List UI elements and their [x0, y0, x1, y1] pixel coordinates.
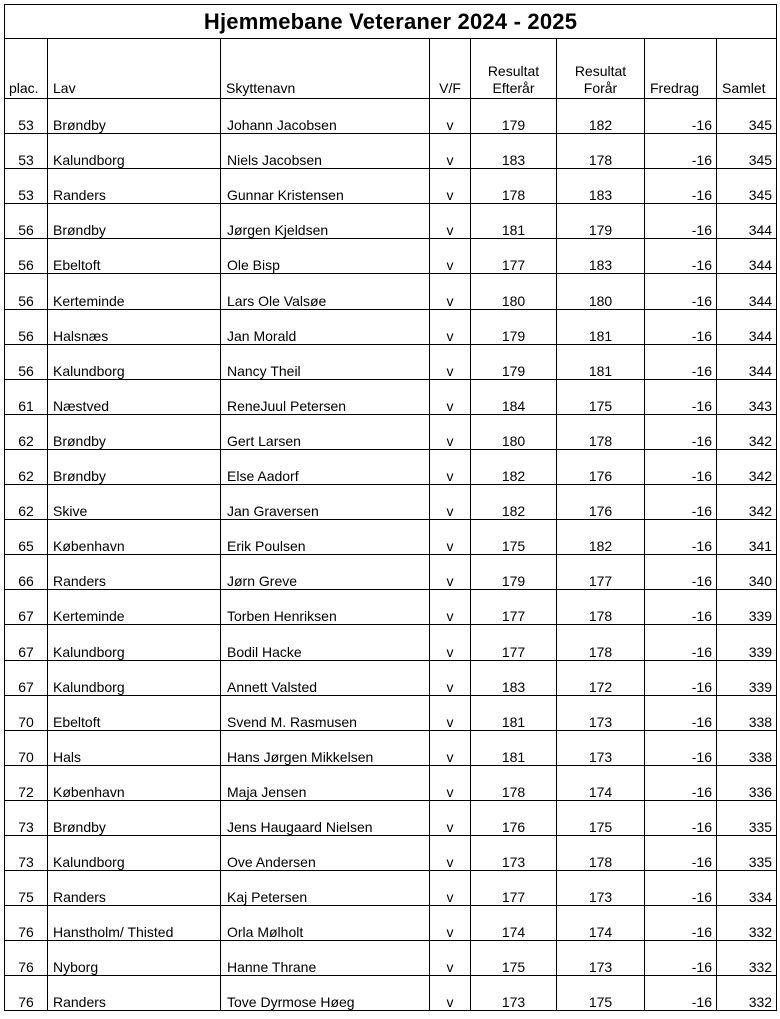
table-row	[5, 906, 777, 941]
cell-lav: Randers	[48, 871, 221, 906]
header-resultat-foraar-line2: Forår	[583, 80, 618, 96]
cell-skyttenavn: Hanne Thrane	[221, 941, 430, 976]
cell-samlet: 339	[717, 625, 777, 660]
cell-resultat-efteraar: 184	[471, 379, 557, 414]
cell-plac: 73	[5, 835, 48, 870]
table-row	[5, 309, 777, 344]
cell-skyttenavn: Erik Poulsen	[221, 520, 430, 555]
table-row	[5, 941, 777, 976]
cell-lav: Brøndby	[48, 449, 221, 484]
cell-resultat-foraar: 176	[557, 485, 645, 520]
cell-samlet: 345	[717, 134, 777, 169]
cell-samlet: 339	[717, 590, 777, 625]
cell-plac: 56	[5, 274, 48, 309]
cell-lav: København	[48, 520, 221, 555]
cell-samlet: 344	[717, 274, 777, 309]
cell-plac: 56	[5, 344, 48, 379]
cell-resultat-foraar: 181	[557, 344, 645, 379]
cell-vf: v	[430, 695, 471, 730]
cell-samlet: 338	[717, 695, 777, 730]
cell-lav: Randers	[48, 976, 221, 1011]
cell-plac: 56	[5, 309, 48, 344]
header-resultat-efteraar-line1: Resultat	[487, 63, 540, 79]
cell-fredrag: -16	[645, 520, 717, 555]
header-resultat-efteraar	[471, 39, 557, 99]
cell-lav: Kalundborg	[48, 134, 221, 169]
cell-vf: v	[430, 379, 471, 414]
cell-fredrag: -16	[645, 800, 717, 835]
header-skyttenavn: Skyttenavn	[221, 39, 430, 99]
cell-resultat-efteraar: 175	[471, 520, 557, 555]
cell-vf: v	[430, 520, 471, 555]
cell-vf: v	[430, 835, 471, 870]
cell-plac: 62	[5, 485, 48, 520]
cell-skyttenavn: Hans Jørgen Mikkelsen	[221, 730, 430, 765]
cell-resultat-efteraar: 177	[471, 871, 557, 906]
cell-lav: Kalundborg	[48, 660, 221, 695]
table-row	[5, 660, 777, 695]
cell-resultat-foraar: 182	[557, 520, 645, 555]
cell-fredrag: -16	[645, 379, 717, 414]
cell-fredrag: -16	[645, 449, 717, 484]
table-row	[5, 695, 777, 730]
cell-fredrag: -16	[645, 169, 717, 204]
cell-vf: v	[430, 730, 471, 765]
cell-vf: v	[430, 99, 471, 134]
cell-resultat-efteraar: 178	[471, 765, 557, 800]
cell-plac: 56	[5, 239, 48, 274]
cell-skyttenavn: Jens Haugaard Nielsen	[221, 800, 430, 835]
cell-vf: v	[430, 976, 471, 1011]
header-resultat-foraar-line1: Resultat	[574, 63, 627, 79]
cell-vf: v	[430, 555, 471, 590]
cell-skyttenavn: Niels Jacobsen	[221, 134, 430, 169]
cell-resultat-efteraar: 176	[471, 800, 557, 835]
cell-skyttenavn: Jan Morald	[221, 309, 430, 344]
cell-plac: 73	[5, 800, 48, 835]
cell-plac: 53	[5, 169, 48, 204]
cell-plac: 70	[5, 695, 48, 730]
cell-fredrag: -16	[645, 134, 717, 169]
cell-plac: 66	[5, 555, 48, 590]
cell-skyttenavn: Nancy Theil	[221, 344, 430, 379]
table-row	[5, 835, 777, 870]
cell-resultat-efteraar: 179	[471, 344, 557, 379]
results-sheet	[4, 4, 776, 1011]
cell-plac: 53	[5, 134, 48, 169]
cell-samlet: 332	[717, 906, 777, 941]
cell-resultat-foraar: 178	[557, 414, 645, 449]
table-row	[5, 871, 777, 906]
cell-samlet: 345	[717, 169, 777, 204]
header-vf: V/F	[430, 39, 471, 99]
cell-resultat-foraar: 176	[557, 449, 645, 484]
cell-lav: Kerteminde	[48, 274, 221, 309]
cell-resultat-efteraar: 173	[471, 835, 557, 870]
cell-lav: Kerteminde	[48, 590, 221, 625]
cell-resultat-foraar: 178	[557, 835, 645, 870]
cell-samlet: 336	[717, 765, 777, 800]
cell-vf: v	[430, 134, 471, 169]
cell-skyttenavn: Kaj Petersen	[221, 871, 430, 906]
cell-fredrag: -16	[645, 625, 717, 660]
cell-skyttenavn: Ove Andersen	[221, 835, 430, 870]
table-row	[5, 344, 777, 379]
cell-resultat-foraar: 183	[557, 169, 645, 204]
cell-plac: 67	[5, 590, 48, 625]
cell-resultat-foraar: 175	[557, 800, 645, 835]
cell-resultat-foraar: 180	[557, 274, 645, 309]
cell-samlet: 344	[717, 239, 777, 274]
cell-resultat-efteraar: 174	[471, 906, 557, 941]
cell-samlet: 345	[717, 99, 777, 134]
cell-resultat-efteraar: 181	[471, 730, 557, 765]
cell-lav: Hanstholm/ Thisted	[48, 906, 221, 941]
cell-vf: v	[430, 414, 471, 449]
cell-samlet: 342	[717, 449, 777, 484]
cell-resultat-efteraar: 175	[471, 941, 557, 976]
cell-skyttenavn: Jørn Greve	[221, 555, 430, 590]
cell-vf: v	[430, 274, 471, 309]
cell-fredrag: -16	[645, 204, 717, 239]
cell-fredrag: -16	[645, 835, 717, 870]
table-row	[5, 239, 777, 274]
cell-skyttenavn: Else Aadorf	[221, 449, 430, 484]
cell-samlet: 332	[717, 941, 777, 976]
cell-resultat-foraar: 173	[557, 695, 645, 730]
table-body	[5, 99, 777, 1011]
table-row	[5, 379, 777, 414]
cell-resultat-efteraar: 179	[471, 99, 557, 134]
cell-samlet: 342	[717, 485, 777, 520]
table-row	[5, 274, 777, 309]
table-row	[5, 134, 777, 169]
table-row	[5, 730, 777, 765]
cell-fredrag: -16	[645, 274, 717, 309]
cell-lav: Nyborg	[48, 941, 221, 976]
header-row	[5, 39, 777, 99]
cell-skyttenavn: Tove Dyrmose Høeg	[221, 976, 430, 1011]
table-row	[5, 976, 777, 1011]
cell-vf: v	[430, 906, 471, 941]
table-row	[5, 800, 777, 835]
cell-lav: Randers	[48, 169, 221, 204]
cell-lav: Brøndby	[48, 800, 221, 835]
table-row	[5, 625, 777, 660]
cell-fredrag: -16	[645, 239, 717, 274]
cell-skyttenavn: Orla Mølholt	[221, 906, 430, 941]
cell-fredrag: -16	[645, 555, 717, 590]
cell-fredrag: -16	[645, 941, 717, 976]
cell-resultat-foraar: 173	[557, 730, 645, 765]
cell-resultat-foraar: 183	[557, 239, 645, 274]
cell-vf: v	[430, 871, 471, 906]
cell-plac: 56	[5, 204, 48, 239]
cell-skyttenavn: Svend M. Rasmusen	[221, 695, 430, 730]
table-row	[5, 169, 777, 204]
cell-fredrag: -16	[645, 344, 717, 379]
cell-plac: 53	[5, 99, 48, 134]
cell-fredrag: -16	[645, 730, 717, 765]
cell-lav: Kalundborg	[48, 344, 221, 379]
cell-skyttenavn: Lars Ole Valsøe	[221, 274, 430, 309]
cell-skyttenavn: Bodil Hacke	[221, 625, 430, 660]
cell-plac: 61	[5, 379, 48, 414]
cell-vf: v	[430, 660, 471, 695]
cell-vf: v	[430, 625, 471, 660]
cell-resultat-efteraar: 181	[471, 695, 557, 730]
cell-resultat-foraar: 178	[557, 625, 645, 660]
table-row	[5, 449, 777, 484]
cell-resultat-foraar: 174	[557, 906, 645, 941]
cell-lav: Brøndby	[48, 99, 221, 134]
header-samlet: Samlet	[717, 39, 777, 99]
cell-lav: Halsnæs	[48, 309, 221, 344]
cell-plac: 65	[5, 520, 48, 555]
cell-samlet: 343	[717, 379, 777, 414]
cell-resultat-efteraar: 183	[471, 134, 557, 169]
cell-skyttenavn: Annett Valsted	[221, 660, 430, 695]
cell-vf: v	[430, 239, 471, 274]
cell-resultat-efteraar: 180	[471, 414, 557, 449]
cell-lav: Hals	[48, 730, 221, 765]
cell-resultat-foraar: 172	[557, 660, 645, 695]
cell-lav: Brøndby	[48, 414, 221, 449]
cell-plac: 76	[5, 906, 48, 941]
cell-vf: v	[430, 449, 471, 484]
cell-plac: 72	[5, 765, 48, 800]
cell-fredrag: -16	[645, 765, 717, 800]
cell-resultat-foraar: 173	[557, 871, 645, 906]
cell-lav: Ebeltoft	[48, 695, 221, 730]
cell-resultat-foraar: 178	[557, 134, 645, 169]
cell-resultat-efteraar: 182	[471, 485, 557, 520]
table-row	[5, 485, 777, 520]
cell-samlet: 335	[717, 800, 777, 835]
cell-plac: 70	[5, 730, 48, 765]
cell-fredrag: -16	[645, 309, 717, 344]
cell-samlet: 344	[717, 344, 777, 379]
cell-samlet: 344	[717, 204, 777, 239]
cell-lav: Randers	[48, 555, 221, 590]
cell-lav: Kalundborg	[48, 625, 221, 660]
cell-skyttenavn: Johann Jacobsen	[221, 99, 430, 134]
cell-plac: 76	[5, 941, 48, 976]
cell-samlet: 341	[717, 520, 777, 555]
cell-fredrag: -16	[645, 871, 717, 906]
cell-fredrag: -16	[645, 695, 717, 730]
cell-skyttenavn: Torben Henriksen	[221, 590, 430, 625]
header-plac: plac.	[5, 39, 48, 99]
cell-vf: v	[430, 800, 471, 835]
cell-vf: v	[430, 169, 471, 204]
header-lav: Lav	[48, 39, 221, 99]
table-row	[5, 414, 777, 449]
cell-fredrag: -16	[645, 906, 717, 941]
cell-lav: Ebeltoft	[48, 239, 221, 274]
cell-resultat-efteraar: 183	[471, 660, 557, 695]
cell-resultat-foraar: 179	[557, 204, 645, 239]
cell-lav: Næstved	[48, 379, 221, 414]
cell-resultat-foraar: 173	[557, 941, 645, 976]
cell-skyttenavn: Gert Larsen	[221, 414, 430, 449]
cell-skyttenavn: Jan Graversen	[221, 485, 430, 520]
cell-resultat-efteraar: 177	[471, 590, 557, 625]
cell-fredrag: -16	[645, 590, 717, 625]
table-row	[5, 765, 777, 800]
cell-vf: v	[430, 485, 471, 520]
cell-resultat-foraar: 178	[557, 590, 645, 625]
cell-skyttenavn: Maja Jensen	[221, 765, 430, 800]
cell-skyttenavn: ReneJuul Petersen	[221, 379, 430, 414]
cell-samlet: 340	[717, 555, 777, 590]
cell-samlet: 342	[717, 414, 777, 449]
cell-resultat-foraar: 182	[557, 99, 645, 134]
cell-vf: v	[430, 204, 471, 239]
cell-plac: 67	[5, 660, 48, 695]
cell-resultat-foraar: 175	[557, 379, 645, 414]
cell-resultat-efteraar: 179	[471, 555, 557, 590]
cell-samlet: 334	[717, 871, 777, 906]
cell-samlet: 339	[717, 660, 777, 695]
table-row	[5, 99, 777, 134]
cell-fredrag: -16	[645, 976, 717, 1011]
cell-plac: 67	[5, 625, 48, 660]
table-row	[5, 590, 777, 625]
cell-skyttenavn: Ole Bisp	[221, 239, 430, 274]
cell-skyttenavn: Gunnar Kristensen	[221, 169, 430, 204]
table-row	[5, 204, 777, 239]
cell-vf: v	[430, 765, 471, 800]
cell-resultat-foraar: 177	[557, 555, 645, 590]
cell-plac: 75	[5, 871, 48, 906]
header-resultat-foraar	[557, 39, 645, 99]
header-fredrag: Fredrag	[645, 39, 717, 99]
cell-lav: København	[48, 765, 221, 800]
cell-resultat-efteraar: 182	[471, 449, 557, 484]
cell-fredrag: -16	[645, 485, 717, 520]
cell-plac: 62	[5, 449, 48, 484]
cell-resultat-efteraar: 177	[471, 625, 557, 660]
cell-fredrag: -16	[645, 99, 717, 134]
cell-resultat-foraar: 181	[557, 309, 645, 344]
cell-lav: Brøndby	[48, 204, 221, 239]
page-title: Hjemmebane Veteraner 2024 - 2025	[5, 5, 777, 39]
cell-vf: v	[430, 941, 471, 976]
cell-resultat-foraar: 174	[557, 765, 645, 800]
cell-lav: Skive	[48, 485, 221, 520]
cell-vf: v	[430, 590, 471, 625]
cell-resultat-efteraar: 173	[471, 976, 557, 1011]
cell-resultat-efteraar: 177	[471, 239, 557, 274]
cell-resultat-foraar: 175	[557, 976, 645, 1011]
cell-resultat-efteraar: 178	[471, 169, 557, 204]
results-table	[4, 4, 777, 1011]
cell-vf: v	[430, 309, 471, 344]
cell-vf: v	[430, 344, 471, 379]
cell-resultat-efteraar: 180	[471, 274, 557, 309]
header-resultat-efteraar-line2: Efterår	[492, 80, 535, 96]
cell-plac: 76	[5, 976, 48, 1011]
cell-skyttenavn: Jørgen Kjeldsen	[221, 204, 430, 239]
cell-resultat-efteraar: 181	[471, 204, 557, 239]
table-row	[5, 555, 777, 590]
cell-fredrag: -16	[645, 660, 717, 695]
cell-resultat-efteraar: 179	[471, 309, 557, 344]
cell-fredrag: -16	[645, 414, 717, 449]
table-row	[5, 520, 777, 555]
cell-samlet: 332	[717, 976, 777, 1011]
cell-samlet: 344	[717, 309, 777, 344]
cell-samlet: 338	[717, 730, 777, 765]
cell-plac: 62	[5, 414, 48, 449]
cell-lav: Kalundborg	[48, 835, 221, 870]
cell-samlet: 335	[717, 835, 777, 870]
